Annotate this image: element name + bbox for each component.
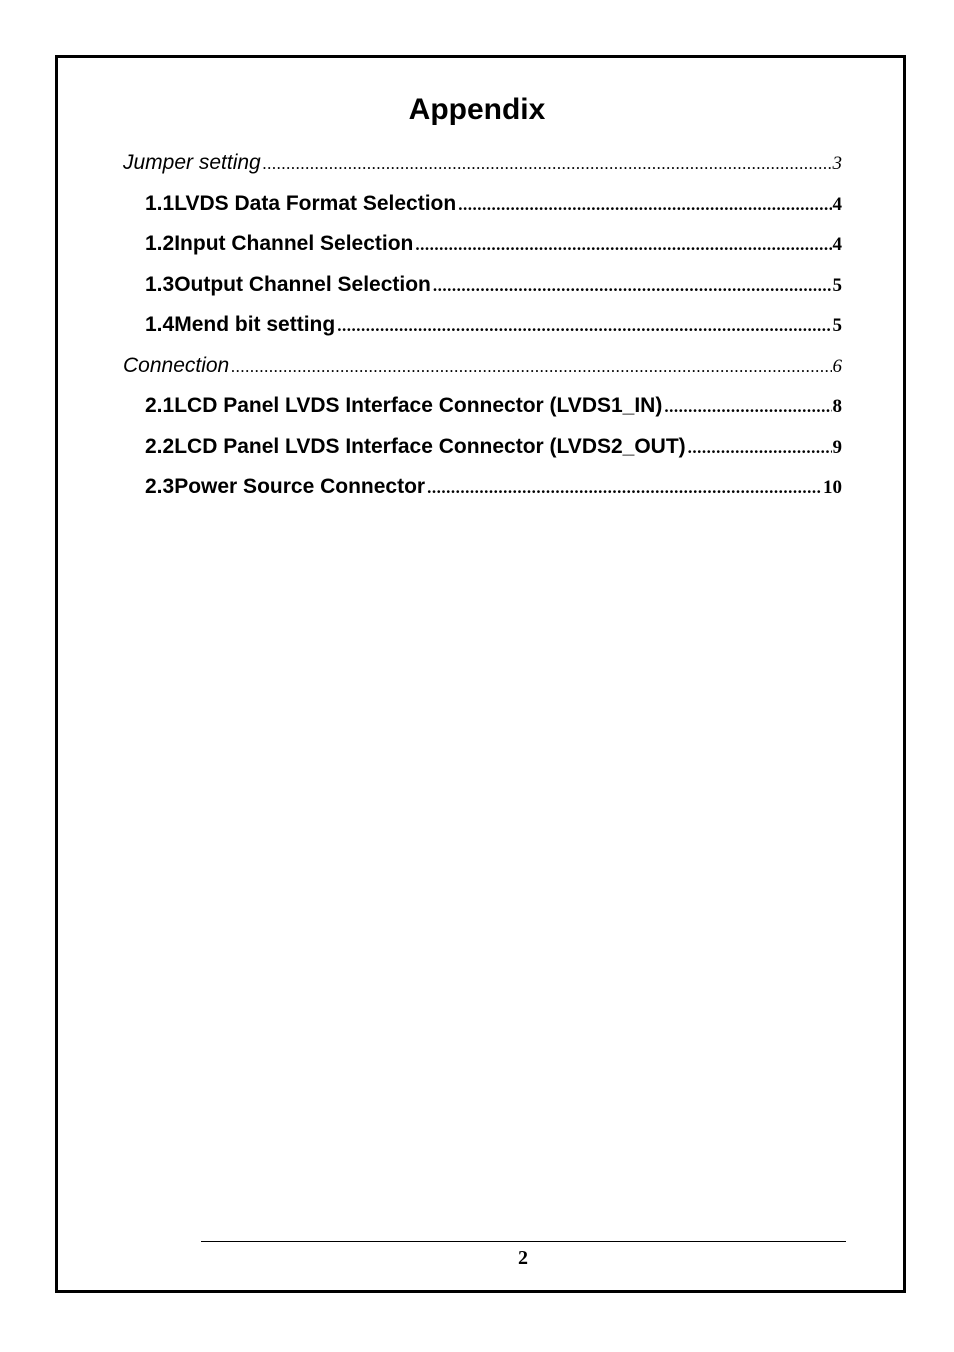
- toc-page-number: 4: [832, 193, 842, 215]
- toc-section-number: 2.2: [145, 434, 175, 458]
- toc-dot-leader: [433, 269, 832, 303]
- toc-page-number: 5: [832, 315, 842, 336]
- toc-dot-leader: [458, 188, 831, 222]
- toc-entry-output-channel[interactable]: [123, 268, 842, 309]
- toc-dot-leader: [337, 309, 831, 343]
- footer-divider: [201, 1241, 846, 1242]
- toc-entry-label: Power Source Connector: [174, 475, 426, 498]
- toc-entry-label: Connection: [123, 353, 230, 377]
- table-of-contents: [123, 146, 842, 511]
- toc-dot-leader: [263, 147, 832, 181]
- toc-entry-lvds2-out[interactable]: [123, 430, 842, 471]
- toc-dot-leader: [688, 431, 832, 465]
- toc-entry-label: Mend bit setting: [174, 313, 336, 336]
- toc-entry-label: Jumper setting: [123, 151, 261, 174]
- toc-section-number: 1.1: [145, 191, 175, 215]
- toc-entry-power-source[interactable]: [123, 470, 842, 511]
- toc-dot-leader: [664, 390, 831, 424]
- toc-entry-label: LCD Panel LVDS Interface Connector (LVDS1_IN): [174, 394, 663, 417]
- toc-page-number: 10: [823, 477, 842, 498]
- toc-dot-leader: [415, 228, 831, 262]
- toc-section-number: 2.1: [145, 394, 175, 417]
- toc-page-number: 3: [832, 153, 842, 174]
- toc-entry-label: Output Channel Selection: [174, 272, 431, 296]
- toc-entry-label: LVDS Data Format Selection: [174, 191, 457, 215]
- toc-entry-connection[interactable]: [123, 349, 842, 390]
- toc-page-number: 5: [832, 274, 842, 296]
- toc-dot-leader: [231, 350, 831, 384]
- toc-section-number: 1.3: [145, 272, 175, 296]
- toc-entry-input-channel[interactable]: [123, 227, 842, 268]
- toc-entry-label: Input Channel Selection: [174, 232, 414, 255]
- toc-section-number: 2.3: [145, 475, 175, 498]
- toc-page-number: 6: [832, 355, 842, 377]
- toc-dot-leader: [427, 471, 822, 505]
- toc-page-number: 9: [832, 436, 842, 458]
- toc-entry-label: LCD Panel LVDS Interface Connector (LVDS2_OUT): [174, 434, 686, 458]
- toc-section-number: 1.4: [145, 313, 175, 336]
- toc-page-number: 8: [832, 396, 842, 417]
- toc-entry-mend-bit[interactable]: [123, 308, 842, 349]
- toc-entry-lvds1-in[interactable]: [123, 389, 842, 430]
- toc-entry-lvds-data-format[interactable]: [123, 187, 842, 228]
- toc-entry-jumper-setting[interactable]: [123, 146, 842, 187]
- page-title: Appendix: [408, 93, 546, 126]
- toc-section-number: 1.2: [145, 232, 175, 255]
- toc-page-number: 4: [832, 234, 842, 255]
- footer-page-number: 2: [518, 1247, 528, 1269]
